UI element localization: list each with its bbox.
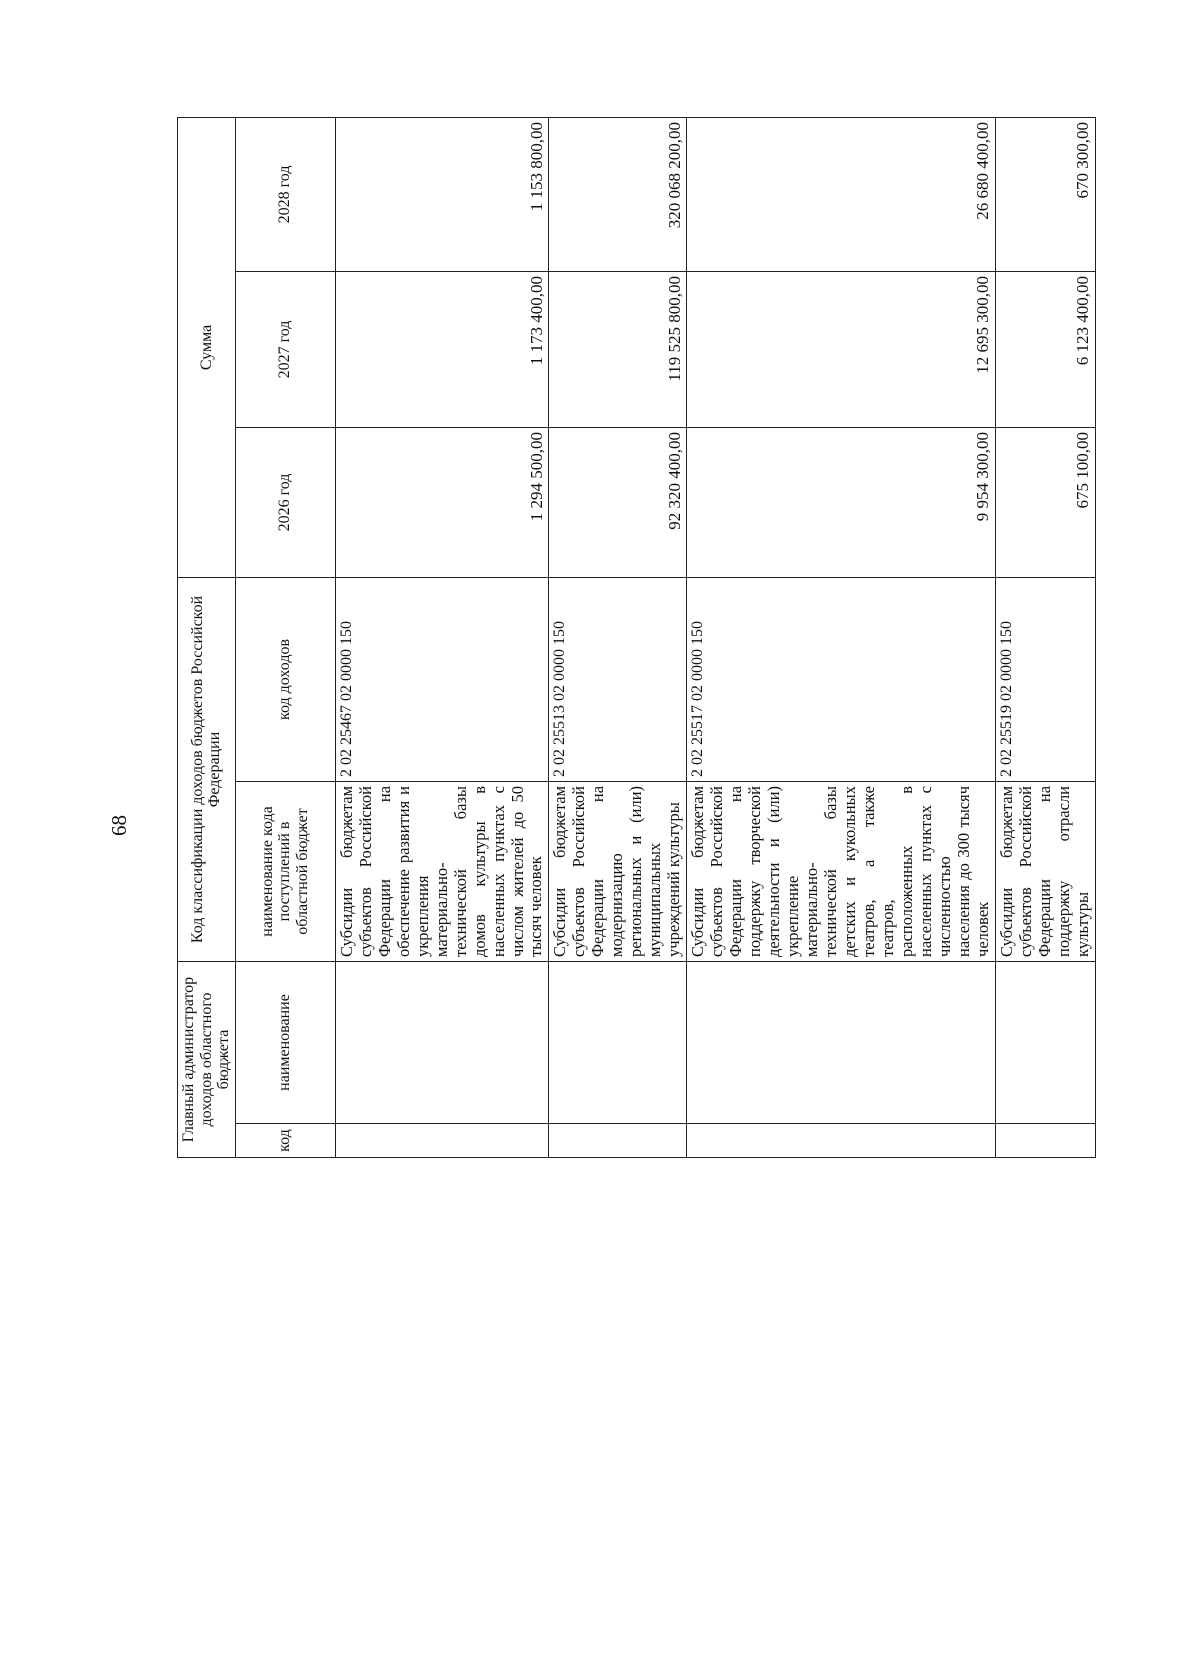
table-row	[549, 117, 687, 1157]
amount-2028-cell: 670 300,00	[995, 117, 1095, 271]
admin-code-cell	[549, 1124, 687, 1158]
revenue-code-cell: 2 02 25513 02 0000 150	[549, 577, 687, 781]
admin-code-cell	[335, 1124, 549, 1158]
table-row	[995, 117, 1095, 1157]
amount-2028-cell: 320 068 200,00	[549, 117, 687, 271]
admin-name-cell	[687, 961, 996, 1123]
header-classification-group: Код классификации доходов бюджетов Российской Федерации	[178, 577, 236, 961]
revenue-name-cell: Субсидии бюджетам субъектов Российской Федерации на поддержку отрасли культуры	[995, 781, 1095, 961]
table-row	[335, 117, 549, 1157]
header-revenue-code: код доходов	[235, 577, 335, 781]
amount-2028-cell: 26 680 400,00	[687, 117, 996, 271]
amount-2026-cell: 9 954 300,00	[687, 427, 996, 577]
header-admin-name: наименование	[235, 961, 335, 1123]
revenue-code-cell: 2 02 25467 02 0000 150	[335, 577, 549, 781]
header-year-2026: 2026 год	[235, 427, 335, 577]
admin-code-cell	[995, 1124, 1095, 1158]
page-number: 68	[107, 815, 131, 836]
header-revenue-name: наименование кода поступлений в областной бюджет	[235, 781, 335, 961]
amount-2027-cell: 119 525 800,00	[549, 271, 687, 427]
revenue-code-cell: 2 02 25519 02 0000 150	[995, 577, 1095, 781]
revenue-name-cell: Субсидии бюджетам субъектов Российской Федерации на обеспечение развития и укрепления материально-технической базы домов культуры в населенных пунктах с числом жителей до 50 тысяч человек	[335, 781, 549, 961]
budget-table-rotated	[177, 118, 1092, 1158]
table-row	[687, 117, 996, 1157]
revenue-code-cell: 2 02 25517 02 0000 150	[687, 577, 996, 781]
header-admin-group: Главный администратор доходов областного бюджета	[178, 961, 236, 1157]
revenue-table	[177, 117, 1096, 1158]
admin-name-cell	[549, 961, 687, 1123]
header-sum-group: Сумма	[178, 117, 236, 577]
header-admin-code: код	[235, 1124, 335, 1158]
amount-2027-cell: 6 123 400,00	[995, 271, 1095, 427]
amount-2026-cell: 92 320 400,00	[549, 427, 687, 577]
amount-2027-cell: 1 173 400,00	[335, 271, 549, 427]
amount-2026-cell: 675 100,00	[995, 427, 1095, 577]
header-year-2027: 2027 год	[235, 271, 335, 427]
revenue-name-cell: Субсидии бюджетам субъектов Российской Федерации на модернизацию региональных и (или) муниципальных учреждений культуры	[549, 781, 687, 961]
admin-code-cell	[687, 1124, 996, 1158]
header-year-2028: 2028 год	[235, 117, 335, 271]
amount-2026-cell: 1 294 500,00	[335, 427, 549, 577]
amount-2028-cell: 1 153 800,00	[335, 117, 549, 271]
revenue-name-cell: Субсидии бюджетам субъектов Российской Федерации на поддержку творческой деятельности и (или) укрепление материально-технической базы детских и кукольных театров, а также театров, расположенных в населенных пунктах с численностью населения до 300 тысяч человек	[687, 781, 996, 961]
amount-2027-cell: 12 695 300,00	[687, 271, 996, 427]
admin-name-cell	[335, 961, 549, 1123]
admin-name-cell	[995, 961, 1095, 1123]
